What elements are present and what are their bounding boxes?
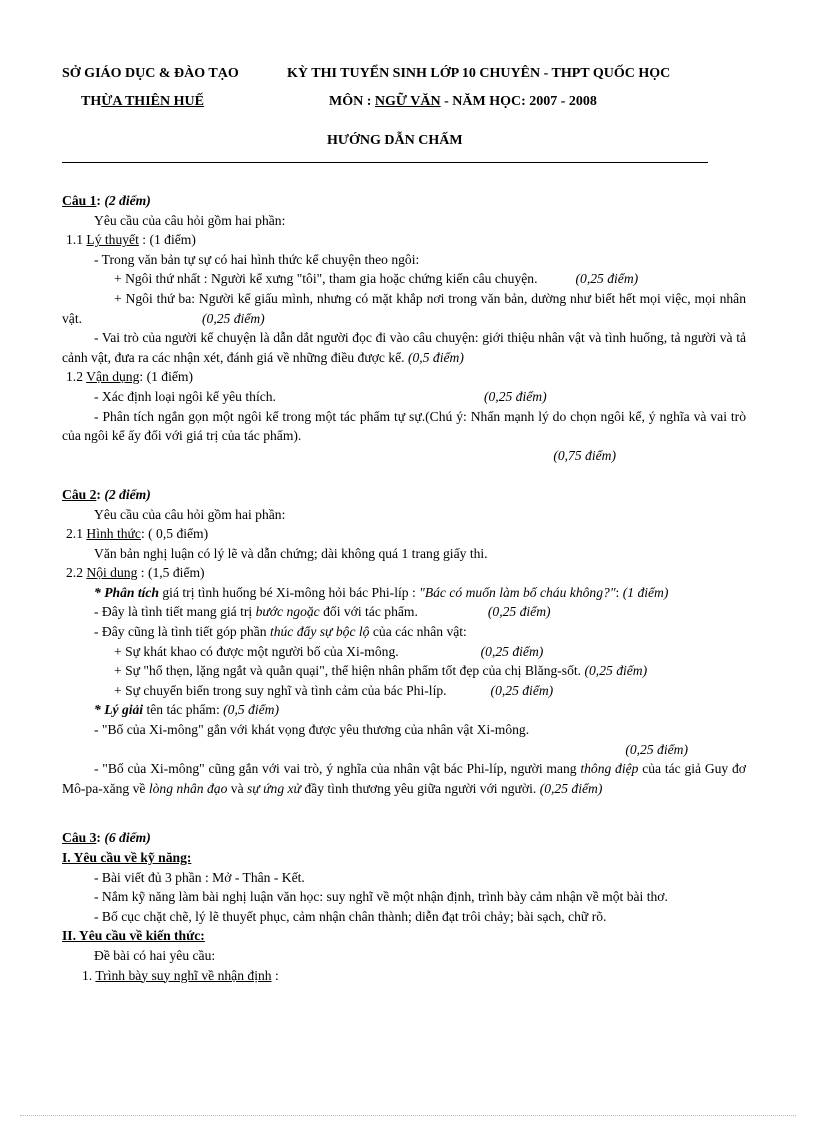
cau2-pt-label: Phân tích (104, 584, 159, 600)
cau1-heading-label: Câu 1 (62, 193, 97, 208)
cau2-line6-score: (0,25 điểm) (625, 741, 688, 757)
cau2-s2-score: : (1,5 điểm) (137, 565, 205, 581)
cau2-line7-em3: sự ứng xử (247, 780, 301, 796)
cau1-s1-line4 (62, 328, 746, 367)
cau2-lg-text: tên tác phẩm: (143, 702, 224, 718)
header-province-pre: TH (81, 94, 102, 109)
cau1-section1 (62, 230, 746, 250)
cau2-line3-text: + Sự khát khao có được một người bố của Xi-mông. (114, 643, 399, 659)
cau2-line7-score: (0,25 điểm) (539, 780, 603, 796)
cau2-heading-label: Câu 2 (62, 486, 97, 502)
cau3-section1 (62, 848, 746, 868)
cau2-s2-num: 2.2 (66, 565, 87, 581)
cau2-line5 (62, 681, 746, 701)
document-title: HƯỚNG DẪN CHẤM (327, 133, 463, 148)
cau1-s2-line1 (62, 387, 746, 407)
page-footer-dotted-line (20, 1115, 796, 1116)
cau3-task1-num: 1. (82, 967, 96, 983)
cau3-task1 (62, 966, 746, 986)
cau3-skill2: - Nắm kỹ năng làm bài nghị luận văn học: suy nghĩ về một nhận định, trình bày cảm nhận về một bài thơ. (94, 889, 668, 905)
cau2-line2-pre: - Đây cũng là tình tiết góp phần (94, 624, 270, 640)
cau2-line5-score: (0,25 điểm) (490, 682, 554, 698)
cau2-line2-em: thúc đẩy sự bộc lộ (269, 624, 370, 640)
header-province (81, 94, 204, 110)
cau2-section2 (62, 563, 746, 583)
cau2-section1 (62, 524, 746, 544)
cau1-s1-line2-text: + Ngôi thứ nhất : Người kể xưng "tôi", tham gia hoặc chứng kiến câu chuyện. (114, 271, 538, 287)
cau3-task1-label: Trình bày suy nghĩ về nhận định (95, 967, 272, 983)
cau2-line5-text: + Sự chuyển biến trong suy nghĩ và tình cảm của bác Phi-líp. (114, 682, 447, 698)
cau1-section2 (62, 367, 746, 387)
header-subject-year: - NĂM HỌC: 2007 - 2008 (440, 94, 597, 109)
cau1-heading: Câu 1: (2 điểm) (62, 193, 151, 208)
cau3-heading: Câu 3: (6 điểm) (62, 830, 151, 846)
cau2-line2 (62, 622, 746, 642)
cau3-skill1: - Bài viết đủ 3 phần : Mở - Thân - Kết. (94, 869, 305, 885)
cau2-line1-em: bước ngoặc (255, 604, 320, 620)
cau2-phan-tich (62, 583, 746, 603)
cau1-s2-line2: - Phân tích ngắn gọn một ngôi kể trong một tác phẩm tự sự.(Chú ý: Nhấn mạnh lý do chọn ngôi kể, ý nghĩa và vai trò của ngôi kể ấy đối với giá trị của tác phẩm). (62, 408, 746, 444)
cau2-line7-mid2: và (227, 780, 248, 796)
cau1-s1-line3-text: + Ngôi thứ ba: Người kể giấu mình, nhưng có mặt khắp nơi trong văn bản, dường như biết hết mọi việc, mọi nhân vật. (62, 290, 746, 326)
cau3-score: (6 điểm) (104, 830, 151, 846)
cau1-s1-num: 1.1 (66, 232, 87, 248)
cau2-pt-score: (1 điểm) (622, 584, 669, 600)
cau2-line2-post: của các nhân vật: (369, 624, 467, 640)
cau1-s1-line3-score: (0,25 điểm) (202, 310, 265, 326)
cau2-line7-pre: - "Bố của Xi-mông" cũng gắn với vai trò, ý nghĩa của nhân vật bác Phi-líp, người mang (94, 761, 581, 777)
cau1-s2-score: : (1 điểm) (139, 369, 193, 385)
cau2-pt-star: * (94, 584, 105, 600)
cau3-section2 (62, 926, 746, 946)
cau1-s2-line2-score-row (62, 446, 746, 466)
cau2-line4 (62, 661, 746, 681)
cau1-s1-line3 (62, 289, 746, 328)
cau2-ly-giai (62, 700, 746, 720)
cau2-intro: Yêu cầu của câu hỏi gồm hai phần: (94, 506, 286, 522)
cau2-line7-post: đầy tình thương yêu giữa người với người. (300, 780, 537, 796)
cau1-s1-line4-score: (0,5 điểm) (407, 349, 464, 365)
cau2-lg-star: * (94, 702, 105, 718)
cau2-s1-label: Hình thức (86, 526, 141, 542)
cau1-s2-line1-score: (0,25 điểm) (483, 388, 547, 404)
cau2-line7-em2: lòng nhân đạo (148, 780, 228, 796)
cau2-line1-pre: - Đây là tình tiết mang giá trị (94, 604, 256, 620)
cau1-s1-score: : (1 điểm) (138, 232, 196, 248)
cau1-score: (2 điểm) (104, 193, 151, 208)
cau1-s2-line2-score: (0,75 điểm) (553, 447, 616, 463)
cau3-task-intro: Đề bài có hai yêu cầu: (94, 947, 216, 963)
cau1-s1-line1: - Trong văn bản tự sự có hai hình thức kể chuyện theo ngôi: (94, 251, 420, 267)
cau2-line6: - "Bố của Xi-mông" gắn với khát vọng được yêu thương của nhân vật Xi-mông. (94, 722, 530, 738)
cau2-pt-quote: "Bác có muốn làm bố cháu không?" (419, 584, 616, 600)
cau2-s1-score: : ( 0,5 điểm) (140, 526, 209, 542)
cau3-task1-colon: : (271, 967, 279, 983)
cau2-lg-label: Lý giải (104, 702, 144, 718)
cau1-s1-line2 (62, 269, 746, 289)
cau3-skill3: - Bố cục chặt chẽ, lý lẽ thuyết phục, cảm nhận chân thành; diễn đạt trôi chảy; bài sạch, chữ rõ. (94, 908, 607, 924)
cau3-sec1-label: I. Yêu cầu về kỹ năng: (62, 850, 192, 865)
header-subject-pre: MÔN : (329, 94, 375, 109)
cau1-s2-label: Vận dụng (86, 369, 140, 385)
cau1-intro: Yêu cầu của câu hỏi gồm hai phần: (94, 212, 286, 228)
header-province-underlined: ỪA THIÊN HUẾ (101, 94, 204, 109)
header-department: SỞ GIÁO DỤC & ĐÀO TẠO (62, 66, 239, 81)
cau2-line6-score-row (62, 740, 746, 760)
cau3-sec2-label: II. Yêu cầu về kiến thức: (62, 928, 205, 944)
cau2-heading: Câu 2: (2 điểm) (62, 486, 151, 502)
cau1-s1-line4-text: - Vai trò của người kể chuyện là dẫn dắt người đọc đi vào câu chuyện: giới thiệu nhân vật và tình huống, tả người và tả cảnh vật, đưa ra các nhận xét, đánh giá về những điều được kể. (62, 330, 746, 365)
header-divider (62, 162, 708, 163)
cau1-s2-line1-text: - Xác định loại ngôi kể yêu thích. (94, 388, 276, 404)
cau2-line4-score: (0,25 điểm) (584, 663, 648, 679)
header-subject (329, 94, 597, 110)
header-subject-name: NGỮ VĂN (374, 94, 441, 109)
cau2-line1-score: (0,25 điểm) (487, 604, 551, 620)
header-exam-title: KỲ THI TUYỂN SINH LỚP 10 CHUYÊN - THPT QUỐC HỌC (287, 66, 671, 81)
cau2-pt-text: giá trị tình huống bé Xi-mông hỏi bác Phi-líp : (158, 584, 420, 600)
cau2-line7 (62, 759, 746, 798)
cau2-line3 (62, 642, 746, 662)
cau2-s2-label: Nội dung (86, 565, 138, 581)
cau2-line7-mid1: của tác giả Guy đơ Mô-pa-xăng về (62, 761, 746, 796)
cau2-line1-post: đối với tác phẩm. (319, 604, 418, 620)
grading-content (62, 191, 746, 985)
cau1-s1-label: Lý thuyết (86, 232, 139, 248)
cau2-line3-score: (0,25 điểm) (480, 643, 544, 659)
cau2-lg-score: (0,5 điểm) (223, 702, 279, 718)
cau2-s1-num: 2.1 (66, 526, 87, 542)
cau1-s2-num: 1.2 (66, 369, 87, 385)
cau2-line1 (62, 602, 746, 622)
cau2-s1-line1: Văn bản nghị luận có lý lẽ và dẫn chứng; dài không quá 1 trang giấy thi. (94, 545, 488, 561)
cau3-heading-label: Câu 3 (62, 830, 97, 846)
cau2-score: (2 điểm) (104, 486, 151, 502)
cau2-line7-em1: thông điệp (580, 761, 639, 777)
cau2-line4-text: + Sự "hổ thẹn, lặng ngắt và quằn quại", thể hiện nhân phẩm tốt đẹp của chị Blăng-sốt. (114, 663, 582, 679)
cau2-pt-colon: : (615, 584, 620, 600)
cau1-s1-line2-score: (0,25 điểm) (575, 271, 639, 287)
